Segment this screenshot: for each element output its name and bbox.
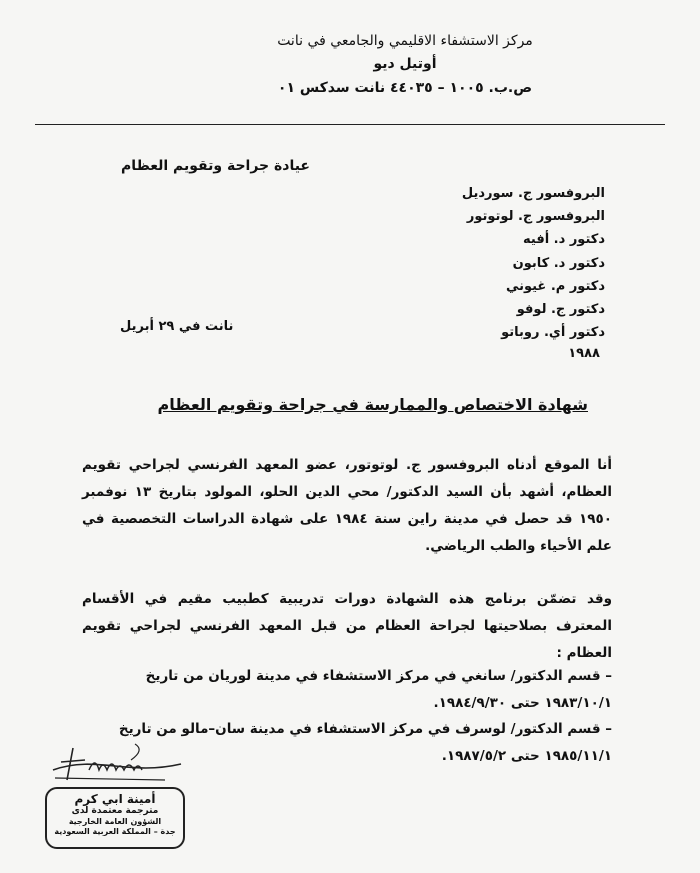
certificate-title: شهادة الاختصاص والممارسة في جراحة وتقويم العظام — [157, 395, 588, 414]
stamp-line: جدة – المملكة العربية السعودية — [54, 827, 176, 836]
clinic-name: عيادة جراحة وتقويم العظام — [121, 158, 310, 174]
certificate-paragraph-1: أنا الموقع أدناه البروفسور ج. لوتوتور، عضو المعهد الفرنسي لجراحي تقويم العظام، أشهد بأن السيد الدكتور/ محي الدين الحلو، المولود بتاريخ ١٣ نوفمبر ١٩٥٠ قد حصل في مدينة راين سنة ١٩٨٤ على شهادة الدراسات التخصصية في علم الأحياء والطب الرياضي. — [82, 457, 612, 554]
date-year: ١٩٨٨ — [568, 346, 600, 361]
hospital-name: مركز الاستشفاء الاقليمي والجامعي في نانت — [277, 33, 533, 49]
translator-stamp — [45, 787, 185, 849]
stamp-line: الشؤون العامة الخارجية — [68, 817, 162, 826]
stamp-line: مترجمة معتمدة لدى — [71, 806, 159, 816]
hospital-address: ص.ب. ١٠٠٥ – ٤٤٠٣٥ نانت سدكس ٠١ — [277, 80, 533, 96]
staff-item: دكتور د. كابون — [512, 255, 605, 271]
header-divider — [35, 124, 665, 125]
list-item: – قسم الدكتور/ لوسرف في مركز الاستشفاء في مدينة سان–مالو من تاريخ ١٩٨٥/١١/١ حتى ١٩٨٧/٥/٢. — [118, 721, 612, 764]
stamp-name: أمينة ابي كرم — [74, 792, 156, 806]
place-date: نانت في ٢٩ أبريل — [120, 319, 234, 334]
staff-item: البروفسور ج. لوتوتور — [466, 209, 605, 225]
staff-item: البروفسور ج. سورديل — [461, 186, 605, 201]
letterhead — [195, 30, 615, 100]
staff-item: دكتور أي. روباتو — [501, 325, 605, 341]
staff-item: دكتور ج. لوفو — [516, 301, 605, 317]
list-item: – قسم الدكتور/ سانغي في مركز الاستشفاء في مدينة لوريان من تاريخ ١٩٨٣/١٠/١ حتى ١٩٨٤/٩/٣٠. — [145, 668, 612, 711]
certificate-paragraph-2: وقد تضمّن برنامج هذه الشهادة دورات تدريبية كطبيب مقيم في الأقسام المعترف بصلاحيتها لجراحة العظام من قبل المعهد الفرنسي لجراحي تقويم العظام : — [82, 591, 612, 661]
handwritten-signature — [45, 740, 185, 788]
hospital-building: أوتيل ديو — [373, 56, 437, 72]
staff-item: دكتور م. غيوني — [505, 278, 605, 294]
staff-item: دكتور د. أفيه — [523, 232, 605, 248]
staff-list — [245, 182, 605, 344]
